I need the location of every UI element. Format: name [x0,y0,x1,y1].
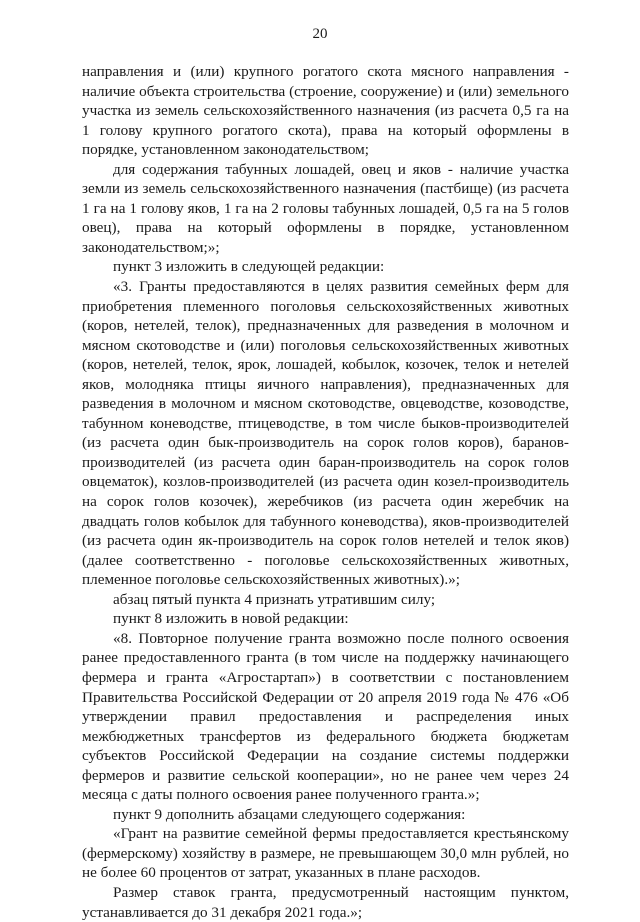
paragraph-cattle-land: направления и (или) крупного рогатого скота мясного направления - наличие объекта строительства (строение, сооружение) и (или) земельного участка из земель сельскохозяйственного назначения (из расчета 0,5 га на 1 голову крупного рогатого скота), права на который оформлены в порядке, установленном законодательством; [82,63,569,159]
paragraph-grant-rates: Размер ставок гранта, предусмотренный настоящим пунктом, устанавливается до 31 декабря 2021 года.»; [82,883,569,921]
document-body [82,62,569,922]
paragraph-point3-text: «3. Гранты предоставляются в целях развития семейных ферм для приобретения племенного поголовья сельскохозяйственных животных (коров, нетелей, телок), предназначенных для разведения в молочном и мясном скотоводстве и (или) поголовья сельскохозяйственных животных (коров, нетелей, телок, ярок, лошадей, кобылок, козочек, телок и нетелей яков, молодняка птицы яичного направления), предназначенных для разведения в молочном и мясном скотоводстве, овцеводстве, козоводстве, табунном коневодстве, птицеводстве, в том числе быков-производителей (из расчета один бык-производитель на сорок голов коров), баранов-производителей (из расчета один баран-производитель на сорок голов овцематок), козлов-производителей (из расчета один козел-производитель на сорок голов козочек), жеребчиков (из расчета один жеребчик на двадцать голов кобылок для табунного коневодства), яков-производителей (из расчета один як-производитель на сорок голов нетелей и телок яков) (далее соответственно - поголовье сельскохозяйственных животных, племенное поголовье сельскохозяйственных животных).»; [82,278,569,589]
paragraph-point8-intro: пункт 8 изложить в новой редакции: [113,610,349,628]
paragraph-point8-text: «8. Повторное получение гранта возможно после полного освоения ранее предоставленного гранта (в том числе на поддержку начинающего фермера и гранта «Агростартап») в соответствии с постановлением Правительства Российской Федерации от 20 апреля 2019 года № 476 «Об утверждении правил предоставления и распределения иных межбюджетных трансфертов из федерального бюджета бюджетам субъектов Российской Федерации на создание системы поддержки фермеров и развитие сельской кооперации», но не ранее чем через 24 месяца с даты полного освоения ранее полученного гранта.»; [82,629,569,804]
paragraph-horses-sheep-yaks: для содержания табунных лошадей, овец и яков - наличие участка земли из земель сельскохозяйственного назначения (пастбище) (из расчета 1 га на 1 голову яков, 1 га на 2 головы табунных лошадей, 0,5 га на 5 голов овец), права на который оформлены в порядке, установленном законодательством;»; [82,160,569,256]
paragraph-point3-intro: пункт 3 изложить в следующей редакции: [113,258,385,276]
paragraph-grant-amount: «Грант на развитие семейной фермы предоставляется крестьянскому (фермерскому) хозяйству в размере, не превышающем 30,0 млн рублей, но не более 60 процентов от затрат, указанных в плане расходов. [82,825,569,882]
paragraph-point4-repeal: абзац пятый пункта 4 признать утратившим силу; [113,590,436,608]
paragraph-point9-intro: пункт 9 дополнить абзацами следующего содержания: [113,805,466,823]
page-number: 20 [312,26,328,42]
